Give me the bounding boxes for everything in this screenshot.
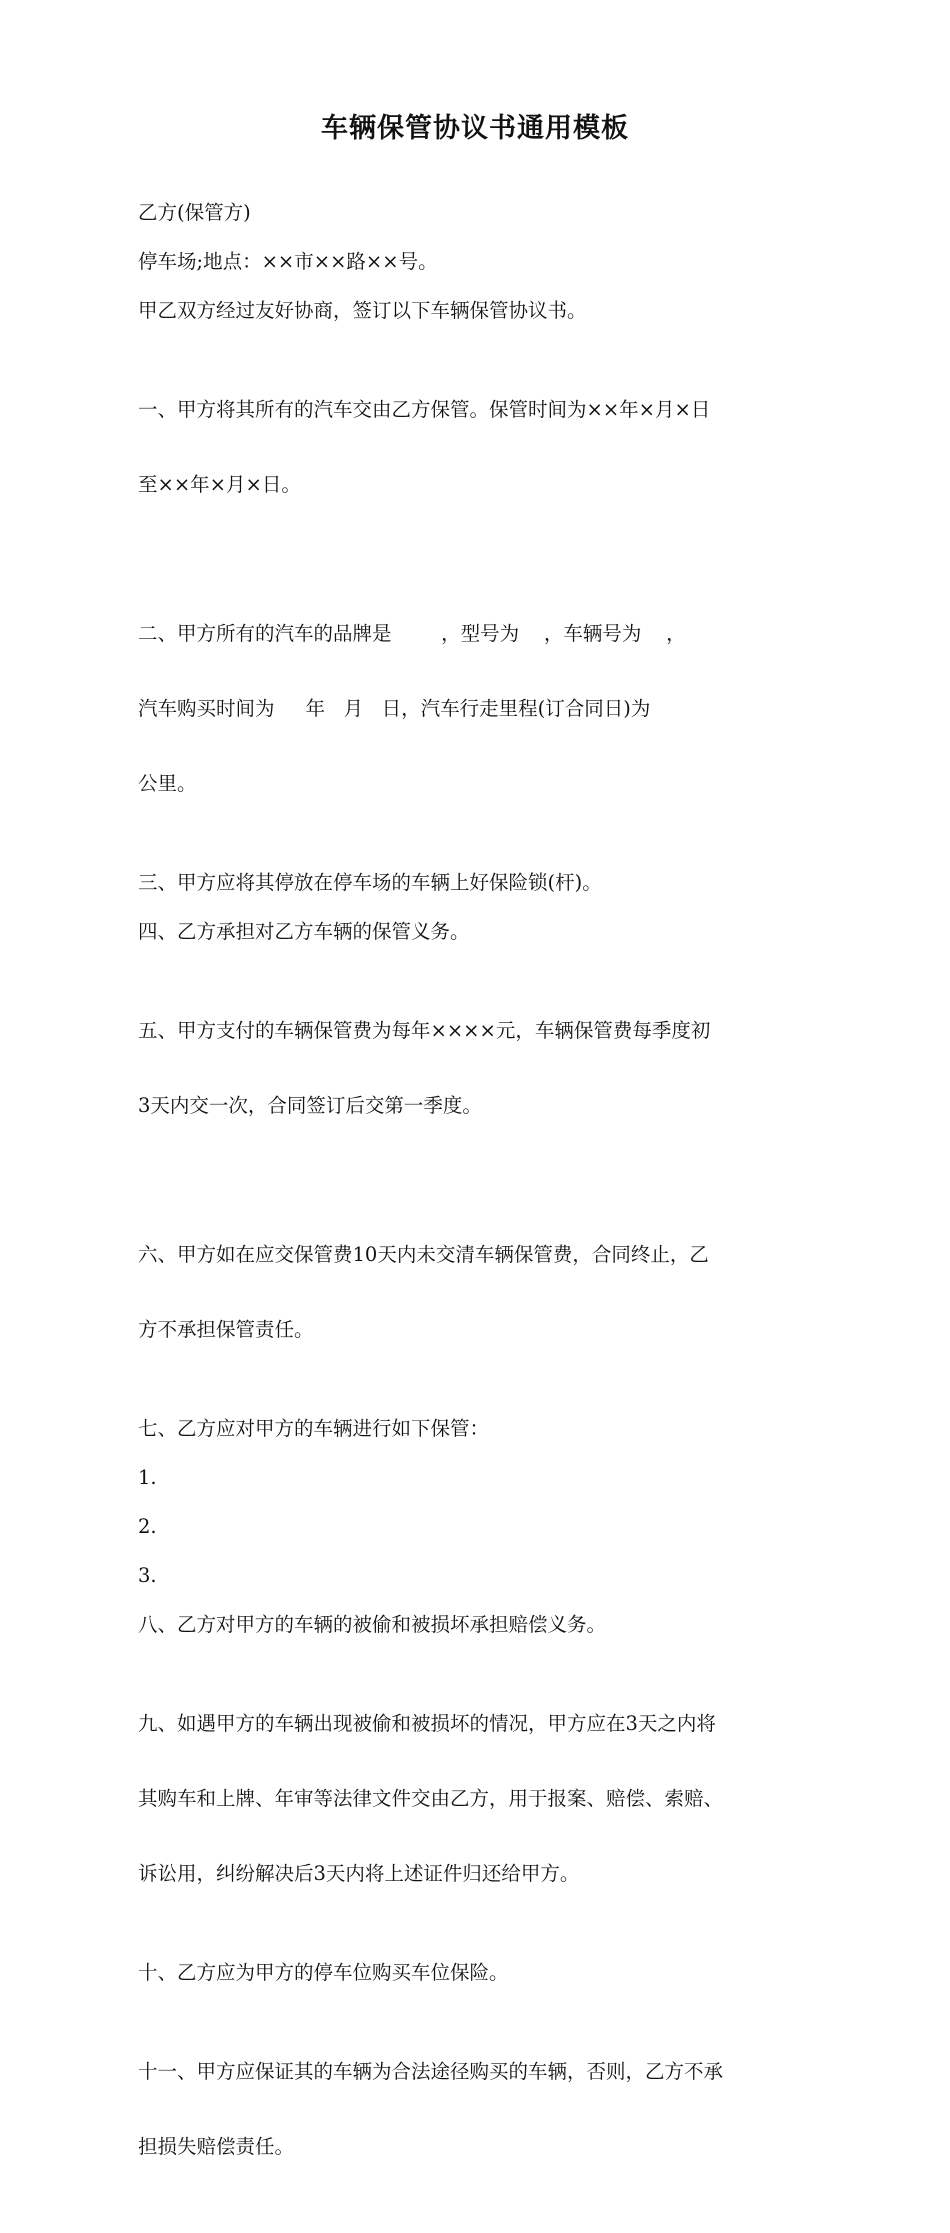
clause-7: 七、乙方应对甲方的车辆进行如下保管： [138, 1417, 490, 1440]
document-title: 车辆保管协议书通用模板 [321, 113, 629, 144]
clause-6 [138, 1192, 818, 1392]
clause-3: 三、甲方应将其停放在停车场的车辆上好保险锁(杆)。 [138, 871, 602, 894]
clause-9-line-1: 九、如遇甲方的车辆出现被偷和被损坏的情况，甲方应在3天之内将 [138, 1712, 716, 1735]
clause-8: 八、乙方对甲方的车辆的被偷和被损坏承担赔偿义务。 [138, 1613, 607, 1636]
list-item-3: 3. [138, 1564, 157, 1587]
document-body [138, 200, 818, 2233]
clause-2-line-1: 二、甲方所有的汽车的品牌是 ，型号为 ，车辆号为 ， [138, 622, 686, 645]
clause-9-line-2: 其购车和上牌、年审等法律文件交由乙方，用于报案、赔偿、索赔、 [138, 1787, 724, 1810]
clause-6-line-2: 方不承担保管责任。 [138, 1318, 314, 1341]
list-item-1: 1. [138, 1466, 157, 1489]
clause-9 [138, 1661, 818, 1936]
intro-paragraph: 甲乙双方经过友好协商，签订以下车辆保管协议书。 [138, 299, 587, 322]
clause-11-line-2: 担损失赔偿责任。 [138, 2135, 295, 2158]
clause-5-line-1: 五、甲方支付的车辆保管费为每年××××元，车辆保管费每季度初 [138, 1019, 711, 1042]
clause-9-line-3: 诉讼用，纠纷解决后3天内将上述证件归还给甲方。 [138, 1862, 580, 1885]
clause-1-line-1: 一、甲方将其所有的汽车交由乙方保管。保管时间为××年×月×日 [138, 398, 711, 421]
clause-11 [138, 2009, 818, 2209]
clause-6-line-1: 六、甲方如在应交保管费10天内未交清车辆保管费，合同终止，乙 [138, 1243, 709, 1266]
location-line: 停车场;地点：××市××路××号。 [138, 250, 438, 273]
clause-11-line-1: 十一、甲方应保证其的车辆为合法途径购买的车辆，否则，乙方不承 [138, 2060, 724, 2083]
clause-4: 四、乙方承担对乙方车辆的保管义务。 [138, 920, 470, 943]
list-item-2: 2. [138, 1515, 157, 1538]
clause-1-line-2: 至××年×月×日。 [138, 473, 301, 496]
party-b-line: 乙方(保管方) [138, 201, 251, 224]
clause-2-line-3: 公里。 [138, 772, 197, 795]
clause-2-line-2: 汽车购买时间为 年 月 日，汽车行走里程(订合同日)为 [138, 697, 651, 720]
clause-2 [138, 571, 818, 846]
clause-10: 十、乙方应为甲方的停车位购买车位保险。 [138, 1961, 509, 1984]
clause-5-line-2: 3天内交一次，合同签订后交第一季度。 [138, 1094, 482, 1117]
clause-5 [138, 968, 818, 1168]
clause-1 [138, 347, 818, 547]
